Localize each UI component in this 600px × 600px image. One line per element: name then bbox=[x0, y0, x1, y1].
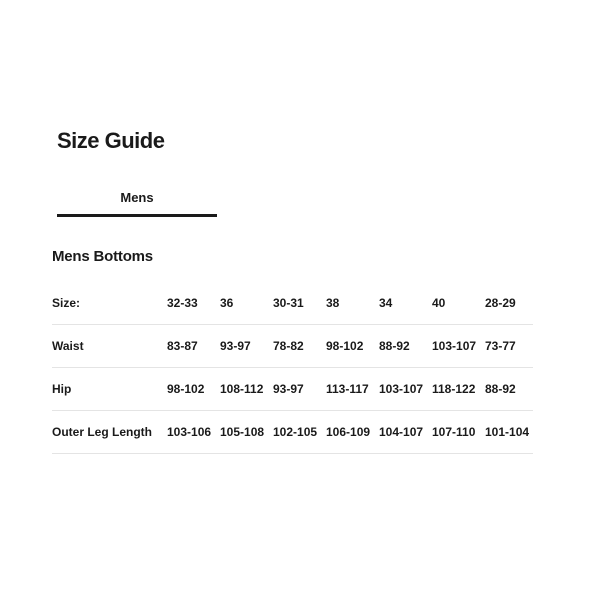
row-label-outer-leg-length: Outer Leg Length bbox=[52, 411, 167, 454]
table-cell: 98-102 bbox=[326, 325, 379, 368]
table-cell: 102-105 bbox=[273, 411, 326, 454]
table-cell: 118-122 bbox=[432, 368, 485, 411]
section-title: Mens Bottoms bbox=[52, 248, 153, 265]
table-cell: 88-92 bbox=[485, 368, 533, 411]
table-cell: 73-77 bbox=[485, 325, 533, 368]
table-cell: 28-29 bbox=[485, 282, 533, 325]
table-cell: 106-109 bbox=[326, 411, 379, 454]
table-cell: 107-110 bbox=[432, 411, 485, 454]
table-row bbox=[52, 325, 533, 368]
table-cell: 105-108 bbox=[220, 411, 273, 454]
tab-mens[interactable]: Mens bbox=[57, 186, 217, 217]
table-cell: 38 bbox=[326, 282, 379, 325]
table-cell: 113-117 bbox=[326, 368, 379, 411]
tab-bar bbox=[57, 186, 217, 217]
table-cell: 108-112 bbox=[220, 368, 273, 411]
table-row bbox=[52, 282, 533, 325]
table-cell: 78-82 bbox=[273, 325, 326, 368]
page-title: Size Guide bbox=[57, 128, 165, 153]
table-cell: 93-97 bbox=[220, 325, 273, 368]
table-cell: 40 bbox=[432, 282, 485, 325]
table-cell: 30-31 bbox=[273, 282, 326, 325]
table-cell: 34 bbox=[379, 282, 432, 325]
table-cell: 103-107 bbox=[379, 368, 432, 411]
table-cell: 103-107 bbox=[432, 325, 485, 368]
row-label-hip: Hip bbox=[52, 368, 167, 411]
size-table bbox=[52, 282, 533, 454]
table-cell: 98-102 bbox=[167, 368, 220, 411]
table-cell: 93-97 bbox=[273, 368, 326, 411]
table-cell: 101-104 bbox=[485, 411, 533, 454]
table-cell: 88-92 bbox=[379, 325, 432, 368]
table-cell: 83-87 bbox=[167, 325, 220, 368]
row-label-waist: Waist bbox=[52, 325, 167, 368]
table-cell: 104-107 bbox=[379, 411, 432, 454]
table-row bbox=[52, 411, 533, 454]
row-label-size: Size: bbox=[52, 282, 167, 325]
table-cell: 32-33 bbox=[167, 282, 220, 325]
table-row bbox=[52, 368, 533, 411]
table-cell: 103-106 bbox=[167, 411, 220, 454]
table-cell: 36 bbox=[220, 282, 273, 325]
